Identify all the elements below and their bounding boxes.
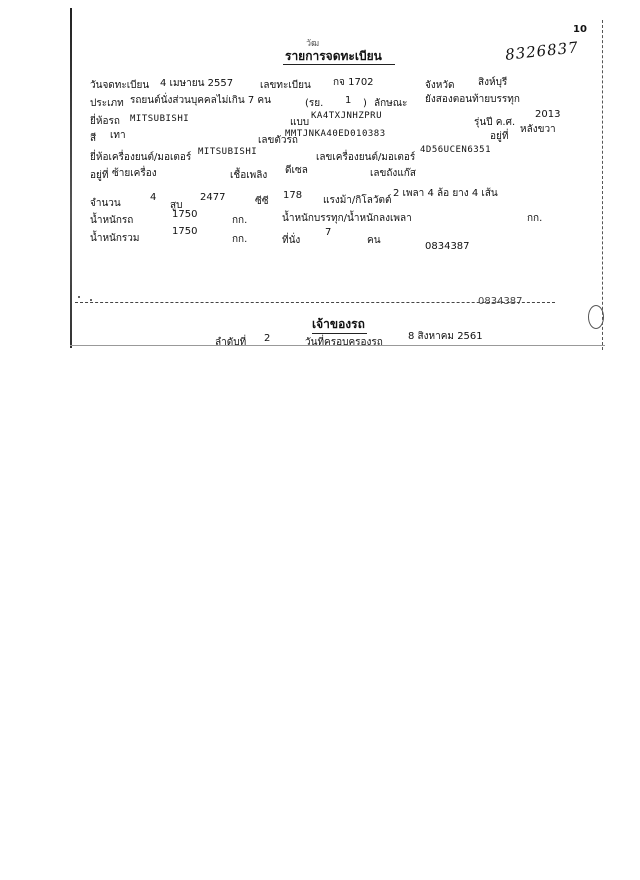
page-left-edge: [70, 8, 72, 348]
total-weight-label: น้ำหนักรวม: [90, 233, 140, 244]
fuel-value: ดีเซล: [285, 165, 308, 176]
province-label: จังหวัด: [425, 80, 455, 91]
type-label: ประเภท: [90, 98, 124, 109]
gas-tank-label: เลขถังแก๊ส: [370, 168, 416, 179]
scan-dot: [90, 299, 92, 301]
engine-brand-value: MITSUBISHI: [198, 147, 258, 157]
page-title: รายการจดทะเบียน: [285, 49, 382, 63]
ry-value: 1: [345, 95, 352, 106]
corner-circle-mark: [588, 305, 604, 329]
person-label: คน: [367, 235, 381, 246]
fuel-label: เชื้อเพลิง: [230, 170, 268, 181]
cc-value: 2477: [200, 192, 226, 203]
dashed-ref-number: 0834387: [478, 296, 523, 307]
model-label: แบบ: [290, 117, 310, 128]
location-value: หลังขวา: [520, 124, 556, 135]
engine-no-value: 4D56UCEN6351: [420, 145, 492, 155]
reg-date-value: 4 เมษายน 2557: [160, 78, 234, 89]
brand-value: MITSUBISHI: [130, 114, 190, 124]
ry-label: (รย.: [305, 98, 324, 109]
hp-label: แรงม้า/กิโลวัตต์: [323, 195, 392, 206]
brand-label: ยี่ห้อรถ: [90, 116, 120, 127]
engine-location-value: ซ้ายเครื่อง: [112, 168, 157, 179]
reg-date-label: วันจดทะเบียน: [90, 80, 150, 91]
color-label: สี: [90, 133, 97, 144]
count-label: จำนวน: [90, 198, 121, 209]
color-value: เทา: [110, 130, 126, 141]
owner-title: เจ้าของรถ: [312, 317, 365, 331]
possession-date-label: วันที่ครอบครองรถ: [305, 337, 383, 348]
page-number: 10: [573, 24, 587, 35]
total-weight-value: 1750: [172, 226, 198, 237]
weight-value: 1750: [172, 209, 198, 220]
location-label: อยู่ที่: [490, 131, 509, 142]
plate-label: เลขทะเบียน: [260, 80, 311, 91]
engine-location-label: อยู่ที่: [90, 170, 109, 181]
owner-title-underline: [312, 333, 367, 334]
chassis-label: เลขตัวรถ: [258, 135, 298, 146]
title-underline: [283, 64, 395, 65]
weight-label: น้ำหนักรถ: [90, 215, 134, 226]
hp-value: 178: [283, 190, 303, 201]
scan-dot: [78, 296, 80, 298]
handwritten-number: 8326837: [504, 38, 580, 64]
weight-unit: กก.: [232, 215, 248, 226]
top-mark: วัฒ: [306, 39, 320, 49]
load-label: น้ำหนักบรรทุก/น้ำหนักลงเพลา: [282, 213, 412, 224]
type-value: รถยนต์นั่งส่วนบุคคลไม่เกิน 7 คน: [130, 95, 271, 106]
chassis-value: MMTJNKA40ED010383: [285, 129, 386, 139]
count-value: 4: [150, 192, 157, 203]
seat-value: 7: [325, 227, 332, 238]
seat-label: ที่นั่ง: [282, 235, 301, 246]
model-value: KA4TXJNHZPRU: [311, 111, 383, 121]
axle-text: 2 เพลา 4 ล้อ ยาง 4 เส้น: [393, 188, 498, 199]
engine-brand-label: ยี่ห้อเครื่องยนต์/มอเตอร์: [90, 152, 192, 163]
cc-label: ซีซี: [255, 196, 269, 207]
feature-value: ยังสองตอนท้ายบรรทุก: [425, 94, 520, 105]
feature-label: ลักษณะ: [374, 98, 408, 109]
plate-value: กจ 1702: [333, 77, 374, 88]
engine-no-label: เลขเครื่องยนต์/มอเตอร์: [316, 152, 416, 163]
year-label: รุ่นปี ค.ศ.: [474, 117, 516, 128]
province-value: สิงห์บุรี: [478, 77, 508, 88]
possession-date-value: 8 สิงหาคม 2561: [408, 331, 483, 342]
cylinder-label: สูบ: [170, 200, 183, 211]
year-value: 2013: [535, 109, 561, 120]
order-value: 2: [264, 333, 271, 344]
total-weight-unit: กก.: [232, 234, 248, 245]
reference-number: 0834387: [425, 241, 470, 252]
order-label: ลำดับที่: [215, 337, 247, 348]
load-unit: กก.: [527, 213, 543, 224]
page-right-edge: [602, 20, 604, 350]
